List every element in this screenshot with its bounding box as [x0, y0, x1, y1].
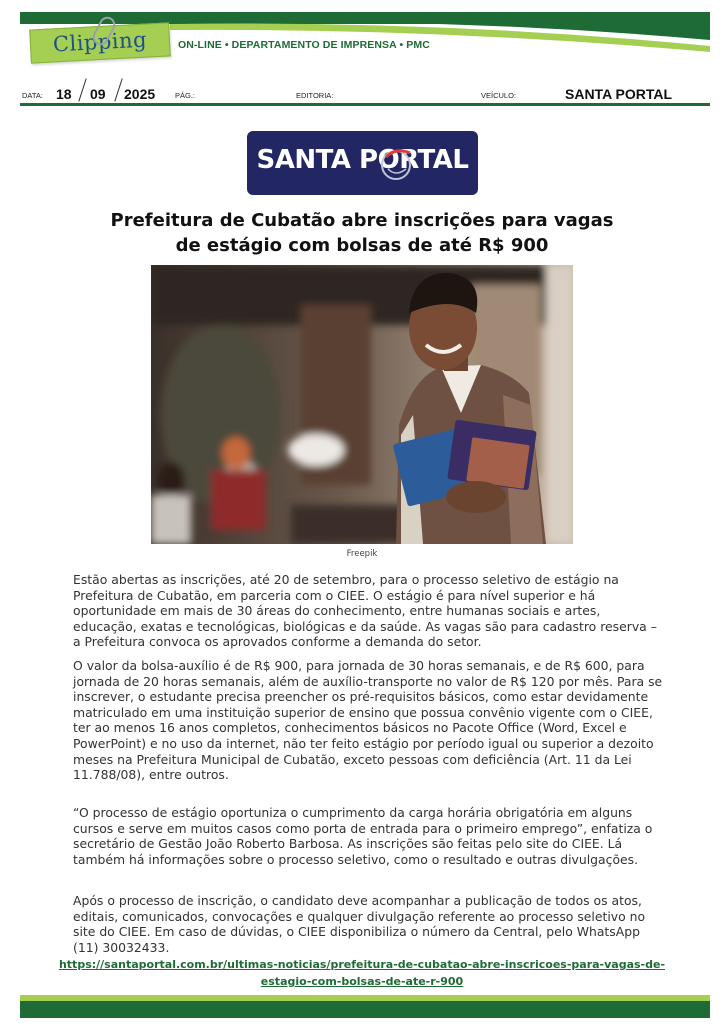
article-photo — [151, 265, 573, 544]
santa-portal-logo — [247, 131, 478, 195]
footer-dark-bar — [20, 1001, 710, 1018]
article-paragraph: O valor da bolsa-auxílio é de R$ 900, para jornada de 30 horas semanais, e de R$ 600, para jornada de 20 horas semanais, além de auxílio-transporte no valor de R$ 120 por mês. Para se inscrever, o estudante precisa preencher os pré-requisitos básicos, como estar devidamente matriculado em uma instituição superior de ensino que possua convênio vigente com o CIEE, ter ao menos 16 anos completos, conhecimentos básicos no Pacote Office (Word, Excel e PowerPoint) e no uso da internet, não ter feito estágio por período igual ou superior a dezoito meses na Prefeitura Municipal de Cubatão, exceto pessoas com deficiência (Art. 11 da Lei 11.788/08), entre outros. — [73, 658, 663, 783]
globe-icon — [372, 139, 420, 187]
clipping-label: Clipping — [52, 27, 148, 57]
date-separator — [114, 78, 122, 101]
department-line: ON-LINE • DEPARTAMENTO DE IMPRENSA • PMC — [178, 39, 430, 51]
source-link[interactable]: https://santaportal.com.br/ultimas-noticias/prefeitura-de-cubatao-abre-inscricoes-para-vagas-de-estagio-com-bolsas-de-ate-r-900 — [58, 958, 666, 988]
vehicle-label: VEÍCULO: — [481, 91, 517, 100]
vehicle-name: SANTA PORTAL — [565, 86, 673, 102]
date-month: 09 — [90, 86, 106, 102]
article-paragraph: Após o processo de inscrição, o candidato deve acompanhar a publicação de todos os atos, editais, comunicados, convocações e qualquer divulgação referente ao processo seletivo no site do CIEE. Em caso de dúvidas, o CIEE disponibiliza o número da Central, pelo WhatsApp (11) 30032433. — [73, 893, 646, 955]
date-label: DATA: — [22, 91, 43, 100]
section-label: EDITORIA: — [296, 91, 334, 100]
article-paragraph: Estão abertas as inscrições, até 20 de setembro, para o processo seletivo de estágio na Prefeitura de Cubatão, em parceria com o CIEE. O estágio é para nível superior e há oportunidade em mais de 30 áreas do conhecimento, entre humanas sociais e artes, educação, exatas e tecnológicas, biológicas e da saúde. As vagas são para cadastro reserva – a Prefeitura convoca os aprovados conforme a demanda do setor. — [73, 572, 657, 650]
clipping-meta-row — [20, 82, 710, 104]
date-separator — [78, 78, 86, 101]
logo-text: SANTA PORTAL — [256, 145, 469, 175]
article-paragraph: “O processo de estágio oportuniza o cumprimento da carga horária obrigatória em alguns cursos e serve em muitos casos como porta de entrada para o primeiro emprego”, enfatiza o secretário de Gestão João Roberto Barbosa. As inscrições são feitas pelo site do CIEE. Lá também há informações sobre o processo seletivo, como o resultado e outras divulgações. — [73, 805, 653, 867]
meta-divider — [20, 103, 710, 106]
article-title: Prefeitura de Cubatão abre inscrições para vagas de estágio com bolsas de até R$ 900 — [110, 210, 614, 256]
date-day: 18 — [56, 86, 72, 102]
photo-credit: Freepik — [346, 549, 378, 559]
date-year: 2025 — [124, 86, 156, 102]
page-label: PÁG.: — [175, 91, 196, 100]
